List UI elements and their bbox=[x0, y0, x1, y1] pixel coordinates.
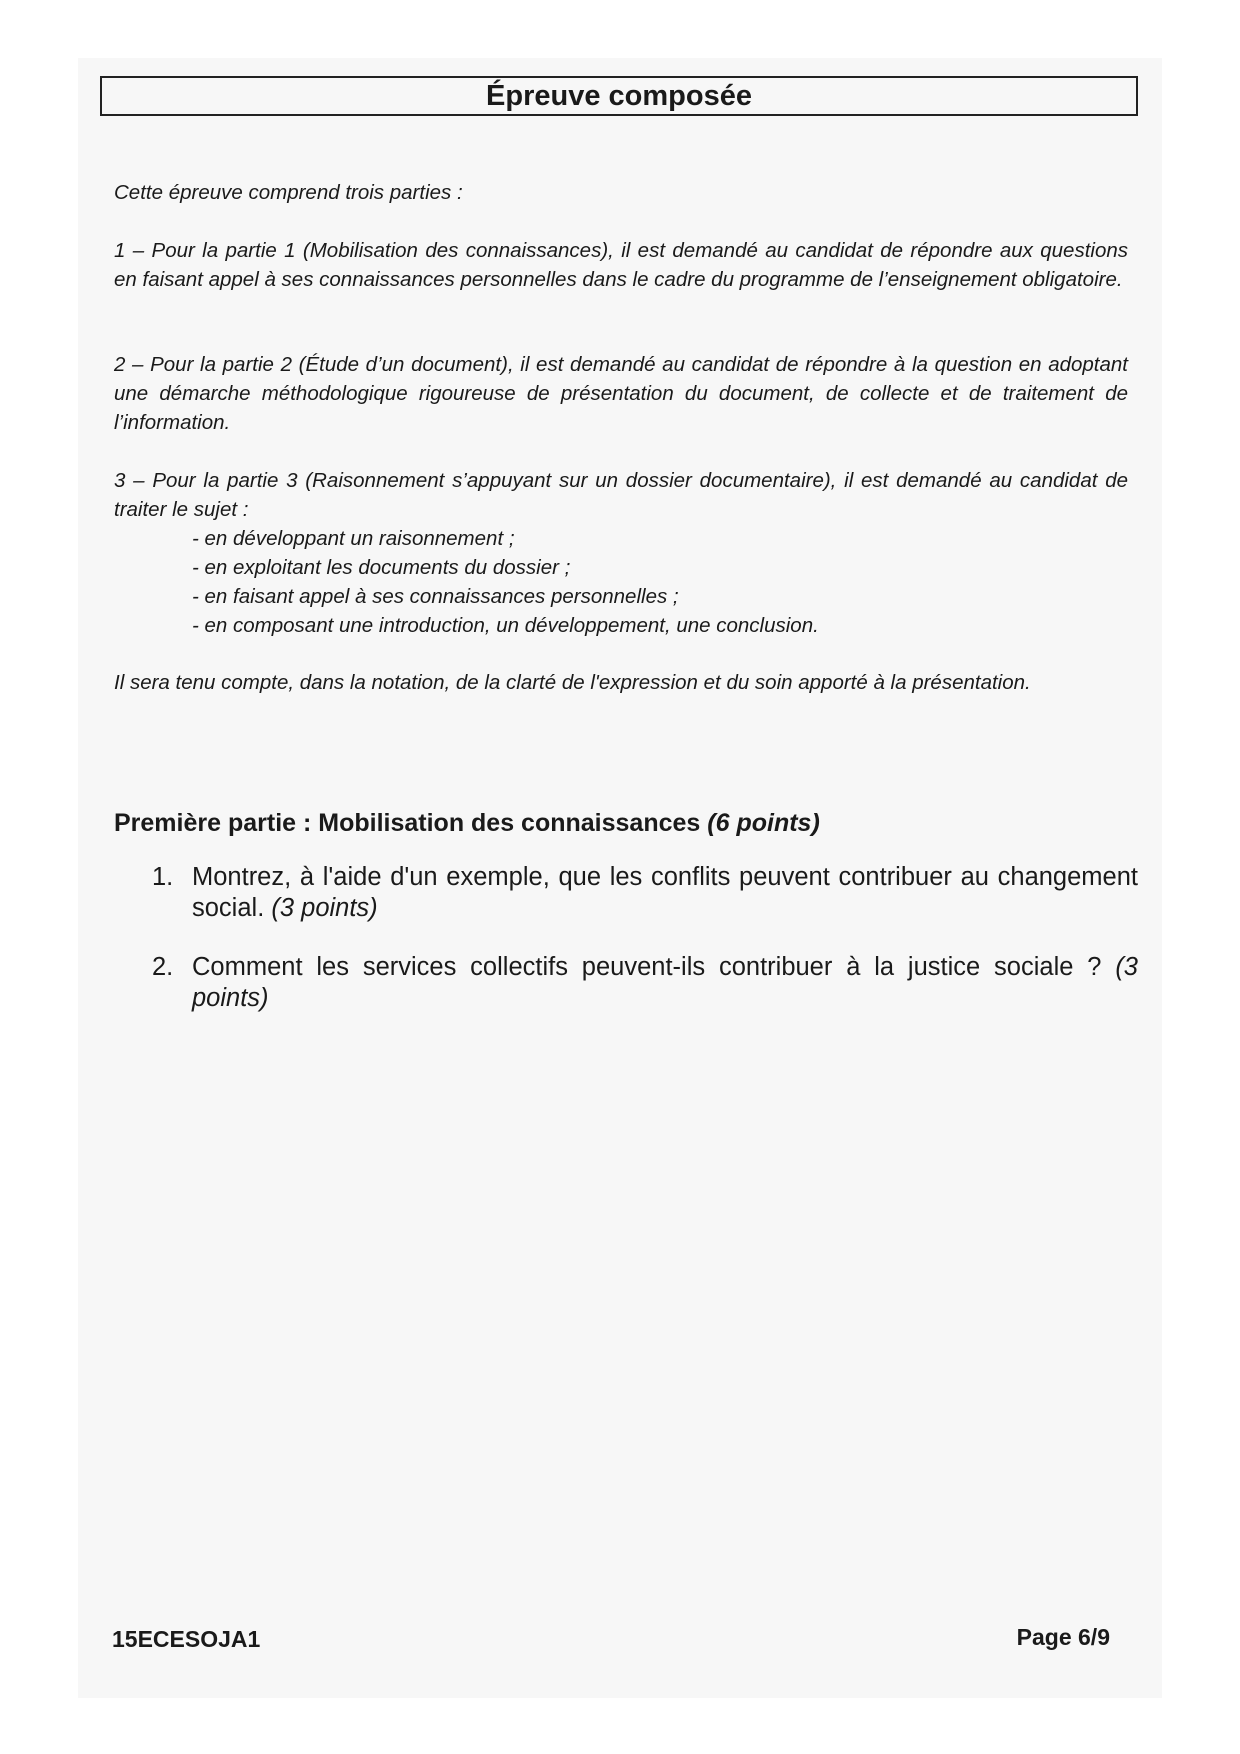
exam-title-box bbox=[100, 76, 1138, 116]
question-text: Montrez, à l'aide d'un exemple, que les conflits peuvent contribuer au changement social. bbox=[192, 863, 1138, 922]
part3-bullet-list bbox=[192, 524, 819, 640]
instructions-part1: 1 – Pour la partie 1 (Mobilisation des connaissances), il est demandé au candidat de répondre aux questions en faisant appel à ses connaissances personnelles dans le cadre du programme de l’enseignement obligatoire. bbox=[114, 239, 1128, 291]
question-points: (3 points) bbox=[271, 894, 378, 922]
section-heading bbox=[114, 806, 820, 840]
question-text: Comment les services collectifs peuvent-ils contribuer à la justice sociale ? bbox=[192, 953, 1102, 981]
section-heading-text: Première partie : Mobilisation des connaissances bbox=[114, 809, 701, 837]
instructions-part2: 2 – Pour la partie 2 (Étude d’un document), il est demandé au candidat de répondre à la question en adoptant une démarche méthodologique rigoureuse de présentation du document, de collecte et de traitement de l’information. bbox=[114, 353, 1128, 434]
exam-title: Épreuve composée bbox=[486, 80, 752, 112]
question-points: (3 points) bbox=[192, 953, 1138, 1012]
instructions-intro: Cette épreuve comprend trois parties : bbox=[114, 181, 463, 204]
list-item: - en composant une introduction, un développement, une conclusion. bbox=[192, 614, 819, 637]
page-number: Page 6/9 bbox=[1016, 1624, 1110, 1650]
question-1 bbox=[152, 862, 1138, 924]
question-2 bbox=[152, 952, 1138, 1014]
exam-code: 15ECESOJA1 bbox=[112, 1626, 261, 1652]
list-item: - en faisant appel à ses connaissances personnelles ; bbox=[192, 585, 679, 608]
instructions-part3: 3 – Pour la partie 3 (Raisonnement s’appuyant sur un dossier documentaire), il est demandé au candidat de traiter le sujet : bbox=[114, 469, 1128, 521]
question-number: 1. bbox=[152, 863, 174, 891]
section-points: (6 points) bbox=[707, 809, 820, 837]
grading-note: Il sera tenu compte, dans la notation, de la clarté de l'expression et du soin apporté à la présentation. bbox=[114, 671, 1031, 694]
list-item: - en développant un raisonnement ; bbox=[192, 527, 515, 550]
question-number: 2. bbox=[152, 953, 174, 981]
list-item: - en exploitant les documents du dossier ; bbox=[192, 556, 571, 579]
